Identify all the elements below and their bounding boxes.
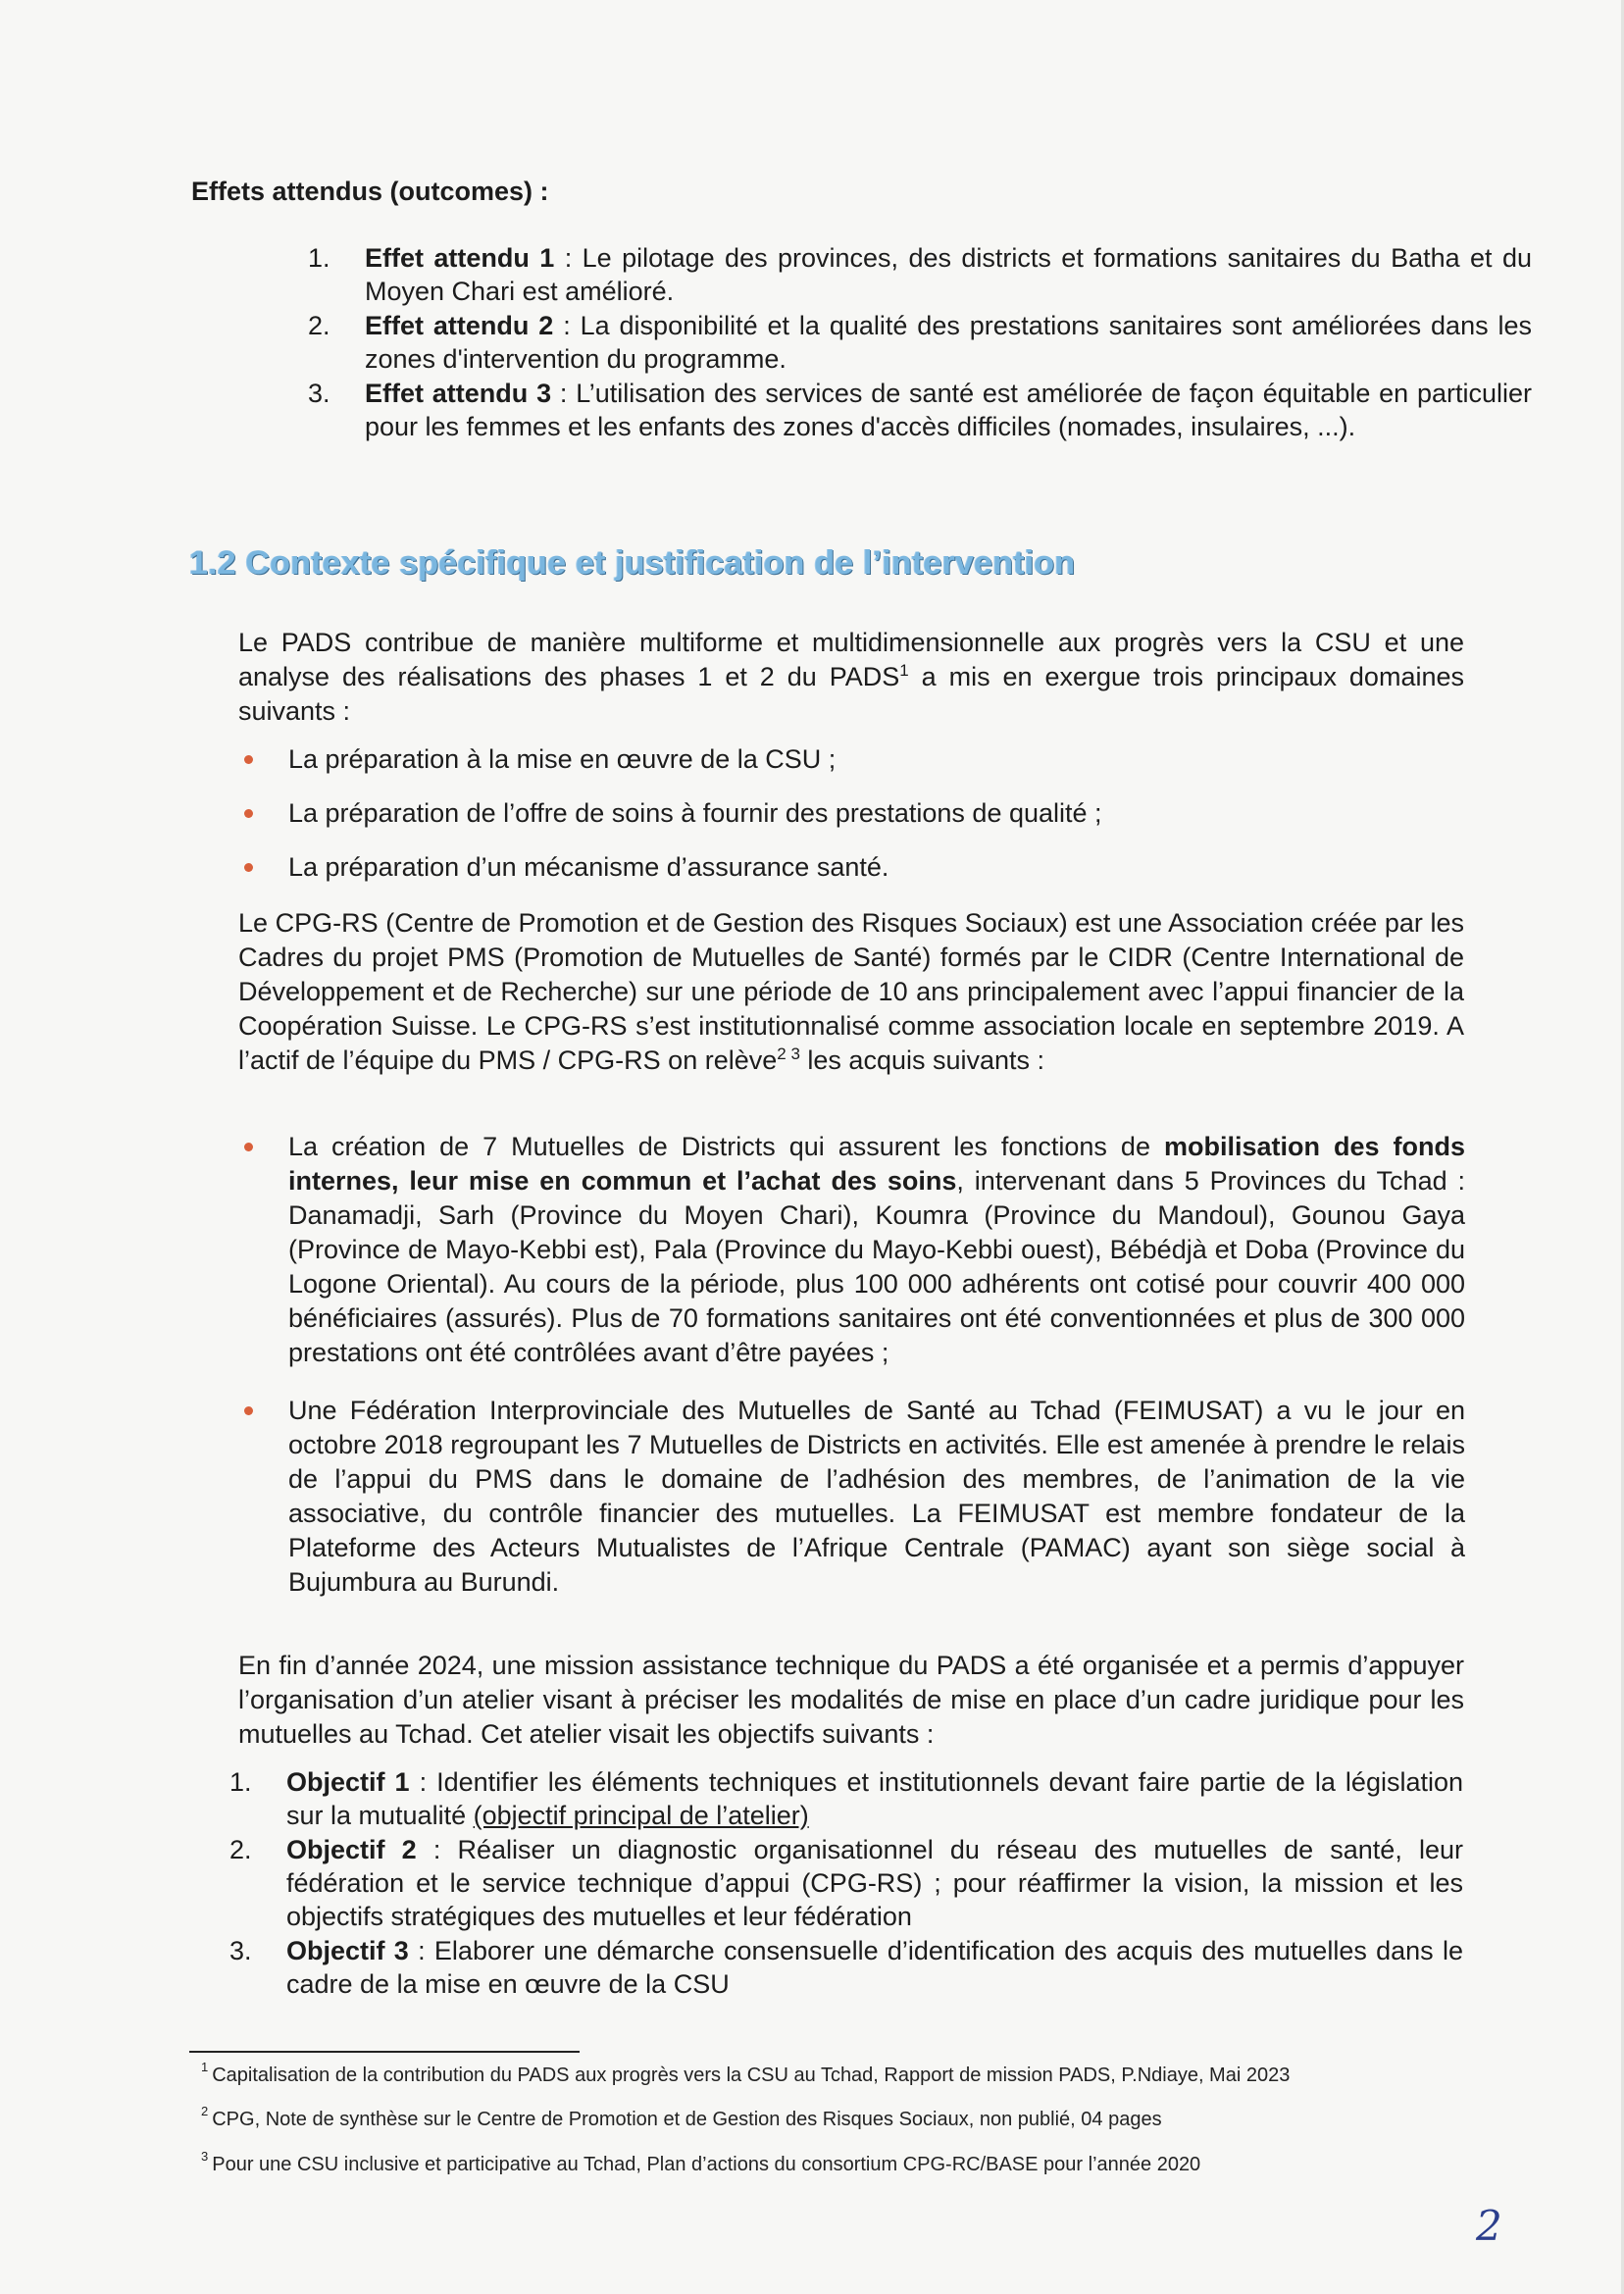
outcome-label: Effet attendu 2 <box>365 311 554 340</box>
footnote-ref: 2 3 <box>777 1045 800 1063</box>
objective-underlined-text: (objectif principal de l’atelier) <box>473 1801 809 1830</box>
acquis-list <box>288 1130 1465 1600</box>
acquis-text: Une Fédération Interprovinciale des Mutuelles de Santé au Tchad (FEIMUSAT) a vu le jour en octobre 2018 regroupant les 7 Mutuelles de Districts en activités. Elle est amenée à prendre le relais de l’appui du PMS dans le domaine de l’adhésion des membres, de l’animation de la vie associative, du contrôle financier des mutuelles. La FEIMUSAT est membre fondateur de la Plateforme des Acteurs Mutualistes de l’Afrique Centrale (PAMAC) ayant son siège social à Bujumbura au Burundi. <box>288 1396 1465 1597</box>
list-number: 1. <box>308 243 330 273</box>
outcome-text: : Le pilotage des provinces, des districts et formations sanitaires du Batha et du Moyen Chari est amélioré. <box>365 243 1532 306</box>
footnote-number: 2 <box>201 2104 209 2119</box>
list-item <box>288 742 1465 777</box>
footnote-number: 3 <box>201 2149 209 2165</box>
acquis-text-end: , intervenant dans 5 Provinces du Tchad : Danamadji, Sarh (Province du Moyen Chari), Koumra (Province du Mandoul), Gounou Gaya (Province de Mayo-Kebbi est), Pala (Province du Mayo-Kebbi ouest), Bébédjà et Doba (Province du Logone Oriental). Au cours de la période, plus 100 000 adhérents ont cotisé pour couvrir 400 000 bénéficiaires (assurés). Plus de 70 formations sanitaires ont été conventionnées et plus de 300 000 prestations ont été contrôlées avant d’être payées ; <box>288 1166 1465 1367</box>
list-number: 3. <box>229 1936 252 1965</box>
footnote-divider <box>189 2051 580 2053</box>
list-number: 3. <box>308 379 330 408</box>
acquis-bold-text: mobilisation des fonds internes, leur mise en commun et l’achat des soins <box>288 1132 1465 1196</box>
outcome-text: : La disponibilité et la qualité des prestations sanitaires sont améliorées dans les zones d'intervention du programme. <box>365 311 1532 374</box>
domains-list <box>288 742 1465 885</box>
bullet-icon <box>244 1406 253 1415</box>
objective-item <box>229 1833 1463 1933</box>
cpg-text: Le CPG-RS (Centre de Promotion et de Gestion des Risques Sociaux) est une Association créée par les Cadres du projet PMS (Promotion de Mutuelles de Santé) formés par le CIDR (Centre International de Développement et de Recherche) sur une période de 10 ans principalement avec l’appui financier de la Coopération Suisse. Le CPG-RS s’est institutionnalisé comme association locale en septembre 2019. A l’actif de l’équipe du PMS / CPG-RS on relève <box>238 908 1464 1075</box>
footnote-ref: 1 <box>899 661 909 680</box>
objective-item <box>229 1765 1464 1832</box>
outcome-item <box>308 309 1532 376</box>
outcome-item <box>308 241 1532 308</box>
list-item <box>288 850 1465 885</box>
objective-text: : Elaborer une démarche consensuelle d’identification des acquis des mutuelles dans le cadre de la mise en œuvre de la CSU <box>286 1936 1463 1999</box>
objective-item <box>229 1934 1463 2001</box>
objective-label: Objectif 1 <box>286 1767 410 1797</box>
intro-paragraph <box>238 626 1464 729</box>
bullet-icon <box>244 863 253 872</box>
list-number: 2. <box>308 311 330 340</box>
footnote-text: Pour une CSU inclusive et participative au Tchad, Plan d’actions du consortium CPG-RC/BASE pour l’année 2020 <box>212 2154 1201 2175</box>
bullet-icon <box>244 809 253 818</box>
domain-text: La préparation à la mise en œuvre de la CSU ; <box>288 744 837 774</box>
intro-text-end: a mis en exergue trois principaux domaines suivants : <box>238 662 1464 726</box>
mission-paragraph: En fin d’année 2024, une mission assistance technique du PADS a été organisée et a permis d’appuyer l’organisation d’un atelier visant à préciser les modalités de mise en place d’un cadre juridique pour les mutuelles au Tchad. Cet atelier visait les objectifs suivants : <box>238 1651 1464 1749</box>
acquis-text: La création de 7 Mutuelles de Districts qui assurent les fonctions de <box>288 1132 1164 1161</box>
objective-text: : Identifier les éléments techniques et institutionnels devant faire partie de la législation sur la mutualité <box>286 1767 1464 1830</box>
outcome-label: Effet attendu 3 <box>365 379 552 408</box>
section-heading: 1.2 Contexte spécifique et justification de l’intervention <box>189 544 1076 582</box>
outcome-text: : L’utilisation des services de santé est améliorée de façon équitable en particulier pour les femmes et les enfants des zones d'accès difficiles (nomades, insulaires, ...). <box>365 379 1533 441</box>
cpg-paragraph <box>238 906 1464 1078</box>
list-item <box>288 1394 1465 1600</box>
objectives-list <box>229 1765 1464 2002</box>
outcome-label: Effet attendu 1 <box>365 243 555 273</box>
footnote-text: Capitalisation de la contribution du PADS aux progrès vers la CSU au Tchad, Rapport de mission PADS, P.Ndiaye, Mai 2023 <box>212 2065 1291 2086</box>
domain-text: La préparation de l’offre de soins à fournir des prestations de qualité ; <box>288 798 1102 828</box>
footnote <box>201 2104 1162 2131</box>
bullet-icon <box>244 1143 253 1151</box>
list-item <box>288 796 1465 831</box>
outcome-item <box>308 377 1533 443</box>
list-number: 1. <box>229 1767 252 1797</box>
footnote-number: 1 <box>201 2060 209 2075</box>
outcomes-title: Effets attendus (outcomes) : <box>191 177 549 206</box>
domain-text: La préparation d’un mécanisme d’assurance santé. <box>288 852 889 882</box>
bullet-icon <box>244 755 253 764</box>
list-number: 2. <box>229 1835 252 1864</box>
objective-label: Objectif 3 <box>286 1936 409 1965</box>
footnote <box>201 2060 1291 2087</box>
intro-text: Le PADS contribue de manière multiforme et multidimensionnelle aux progrès vers la CSU et une analyse des réalisations des phases 1 et 2 du PADS <box>238 628 1464 691</box>
objective-text: : Réaliser un diagnostic organisationnel du réseau des mutuelles de santé, leur fédération et le service technique d’appui (CPG-RS) ; pour réaffirmer la vision, la mission et les objectifs stratégiques des mutuelles et leur fédération <box>286 1835 1463 1931</box>
outcomes-list <box>308 241 1533 444</box>
list-item <box>288 1130 1465 1370</box>
objective-label: Objectif 2 <box>286 1835 417 1864</box>
handwritten-page-number: 2 <box>1476 2202 1502 2250</box>
footnote <box>201 2149 1201 2176</box>
footnote-text: CPG, Note de synthèse sur le Centre de Promotion et de Gestion des Risques Sociaux, non publié, 04 pages <box>212 2109 1162 2130</box>
cpg-text-end: les acquis suivants : <box>799 1045 1045 1075</box>
